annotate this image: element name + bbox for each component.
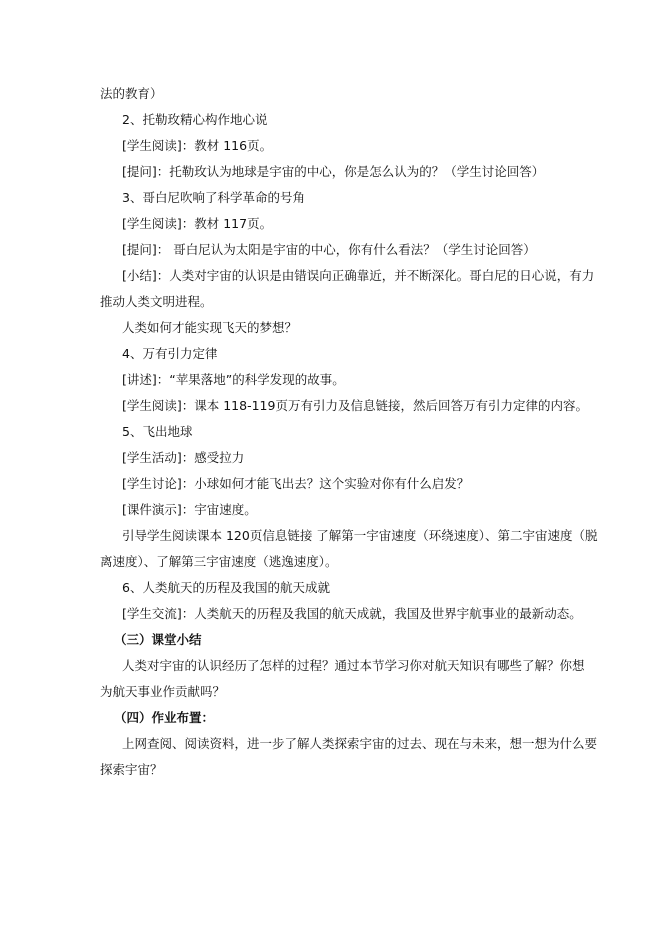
text-line-5: 3、哥白尼吹响了科学革命的号角 [122,190,305,205]
text-line-24: 为航天事业作贡献吗？ [100,684,226,699]
text-line-27: 探索宇宙？ [100,762,163,777]
text-line-21: [学生交流]：人类航天的历程及我国的航天成就，我国及世界宇航事业的最新动态。 [122,606,582,621]
text-line-16: [学生讨论]：小球如何才能飞出去？这个实验对你有什么启发？ [122,476,470,491]
text-line-7: [提问]： 哥白尼认为太阳是宇宙的中心，你有什么看法？（学生讨论回答） [122,242,536,257]
text-line-26: 上网查阅、阅读资料，进一步了解人类探索宇宙的过去、现在与未来，想一想为什么要 [122,736,598,751]
text-line-3: [学生阅读]：教材 116页。 [122,138,273,153]
text-line-15: [学生活动]：感受拉力 [122,450,245,465]
text-line-1: 法的教育） [100,86,163,101]
text-line-13: [学生阅读]：课本 118-119页万有引力及信息链接，然后回答万有引力定律的内容。 [122,398,588,413]
section-heading-4: （四）作业布置： [114,710,215,725]
text-line-8: [小结]：人类对宇宙的认识是由错误向正确靠近，并不断深化。哥白尼的日心说，有力 [122,268,595,283]
text-line-17: [课件演示]：宇宙速度。 [122,502,257,517]
text-line-2: 2、托勒玫精心构作地心说 [122,112,268,127]
text-line-23: 人类对宇宙的认识经历了怎样的过程？通过本节学习你对航天知识有哪些了解？你想 [122,658,585,673]
text-line-11: 4、万有引力定律 [122,346,218,361]
text-line-9: 推动人类文明进程。 [100,294,213,309]
text-line-20: 6、人类航天的历程及我国的航天成就 [122,580,330,595]
section-heading-3: （三）课堂小结 [114,632,202,647]
text-line-18: 引导学生阅读课本 120页信息链接 了解第一宇宙速度（环绕速度）、第二宇宙速度（脱 [122,528,598,543]
text-line-14: 5、飞出地球 [122,424,193,439]
text-line-4: [提问]：托勒玫认为地球是宇宙的中心，你是怎么认为的？（学生讨论回答） [122,164,545,179]
text-line-6: [学生阅读]：教材 117页。 [122,216,273,231]
text-line-12: [讲述]：“苹果落地”的科学发现的故事。 [122,372,345,387]
text-line-19: 离速度）、了解第三宇宙速度（逃逸速度）。 [100,554,338,569]
text-line-10: 人类如何才能实现飞天的梦想？ [122,320,298,335]
